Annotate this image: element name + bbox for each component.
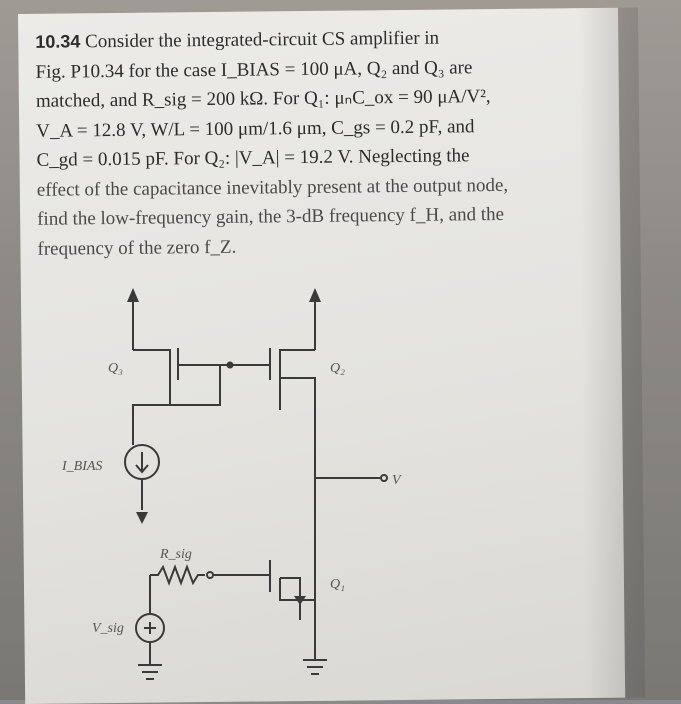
q2-source-drain bbox=[280, 350, 315, 410]
vsig-plus bbox=[144, 622, 156, 634]
vdd-arrowhead-right bbox=[309, 288, 321, 302]
ground-right bbox=[303, 660, 327, 674]
ibias-label: I_BIAS bbox=[62, 459, 103, 474]
q2-label: Q₂ bbox=[330, 361, 345, 376]
problem-line-2: Fig. P10.34 for the case I_BIAS = 100 μA, Q₂ and Q₃ are bbox=[35, 56, 473, 83]
vdd-arrowhead-left bbox=[127, 288, 139, 302]
problem-line-4: V_A = 12.8 V, W/L = 100 μm/1.6 μm, C_gs = 0.2 pF, and bbox=[36, 115, 475, 142]
q1-label: Q₁ bbox=[330, 577, 345, 592]
current-source-arrow bbox=[136, 452, 148, 472]
output-node bbox=[381, 475, 387, 481]
ground-left bbox=[138, 665, 162, 679]
problem-line-1: Consider the integrated-circuit CS amplifier in bbox=[84, 27, 440, 53]
vsig-label: V_sig bbox=[92, 621, 124, 636]
problem-number: 10.34 bbox=[35, 31, 81, 52]
vo-label: V bbox=[392, 473, 401, 488]
q2-drain-to-output bbox=[280, 378, 315, 600]
problem-line-5: C_gd = 0.015 pF. For Q₂: |V_A| = 19.2 V. Neglecting the bbox=[36, 145, 470, 171]
problem-line-7: find the low-frequency gain, the 3-dB frequency f_H, and the bbox=[37, 203, 505, 230]
q3-label: Q₃ bbox=[108, 361, 123, 376]
rsig-resistor bbox=[150, 567, 205, 583]
gate-junction bbox=[227, 362, 234, 369]
ibias-arrowhead bbox=[136, 512, 148, 524]
rsig-label: R_sig bbox=[160, 547, 192, 562]
problem-line-6: effect of the capacitance inevitably present at the output node, bbox=[36, 174, 509, 201]
problem-line-3: matched, and R_sig = 200 kΩ. For Q₁: μₙC_ox = 90 μA/V², bbox=[35, 86, 491, 112]
problem-line-8: frequency of the zero f_Z. bbox=[37, 236, 237, 260]
rsig-node bbox=[207, 572, 213, 578]
q3-source-drain bbox=[133, 350, 170, 445]
